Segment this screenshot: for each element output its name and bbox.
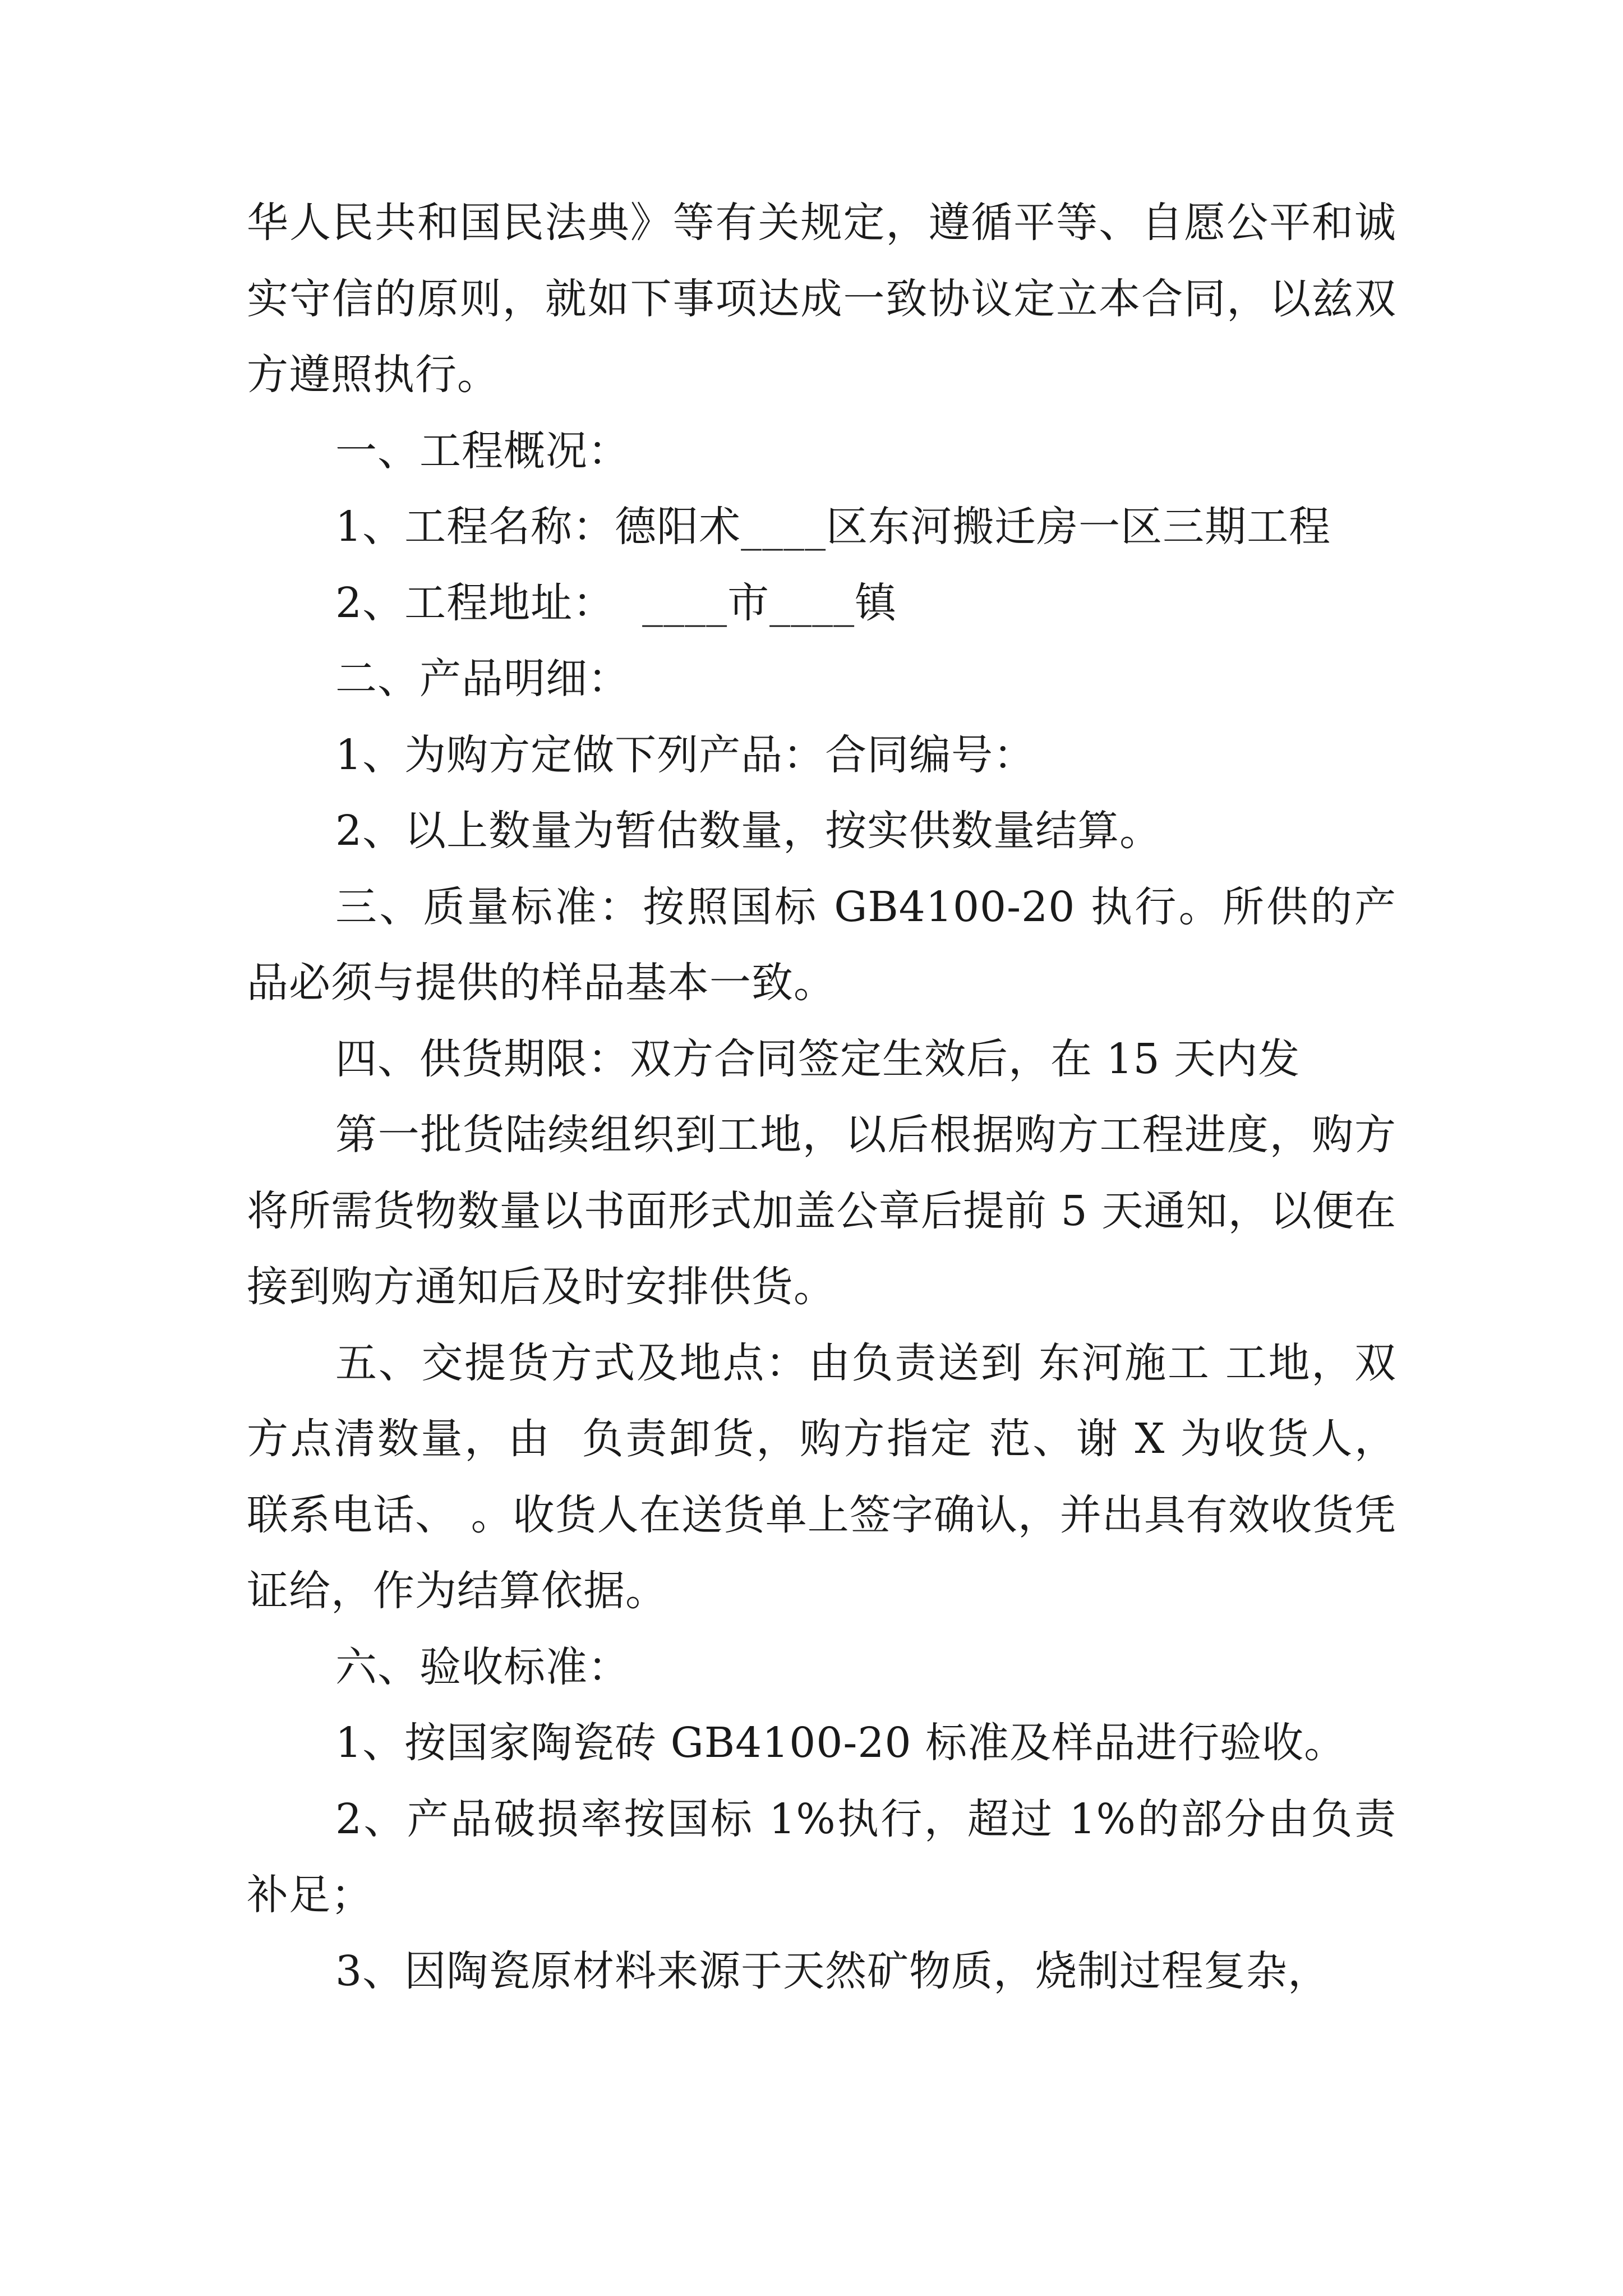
section-heading-project-overview: 一、工程概况： <box>335 426 630 475</box>
acceptance-item-2: 2、产品破损率按国标 1%执行，超过 1%的部分由负责补足； <box>247 1795 1396 1919</box>
contract-body <box>247 185 1396 2009</box>
paragraph-intro-continued: 华人民共和国民法典》等有关规定，遵循平等、自愿公平和诚实守信的原则，就如下事项达成一致协议定立本合同，以兹双方遵照执行。 <box>247 199 1396 399</box>
section-heading-product-details: 二、产品明细： <box>335 655 630 703</box>
project-address-line: 2、工程地址： ____市____镇 <box>335 578 897 627</box>
section-quality-standard: 三、质量标准：按照国标 GB4100-20 执行。所供的产品必须与提供的样品基本一致。 <box>247 882 1396 1007</box>
acceptance-item-3: 3、因陶瓷原材料来源于天然矿物质，烧制过程复杂， <box>335 1947 1330 1995</box>
product-order-line: 1、为购方定做下列产品：合同编号： <box>335 730 1036 779</box>
quantity-note-line: 2、以上数量为暂估数量，按实供数量结算。 <box>335 807 1162 855</box>
section-heading-acceptance: 六、验收标准： <box>335 1642 630 1691</box>
section-delivery-method: 五、交提货方式及地点：由负责送到 东河施工 工地，双方点清数量，由 负责卸货，购方指定 范、谢 X 为收货人，联系电话、 。收货人在送货单上签字确认，并出具有效收货凭证给，作为结算依据。 <box>247 1338 1396 1615</box>
delivery-schedule-paragraph: 第一批货陆续组织到工地，以后根据购方工程进度，购方将所需货物数量以书面形式加盖公章后提前 5 天通知，以便在接到购方通知后及时安排供货。 <box>247 1111 1396 1311</box>
acceptance-item-1: 1、按国家陶瓷砖 GB4100-20 标准及样品进行验收。 <box>335 1719 1347 1767</box>
project-name-line: 1、工程名称：德阳术____区东河搬迁房一区三期工程 <box>335 503 1331 551</box>
section-delivery-period: 四、供货期限：双方合同签定生效后，在 15 天内发 <box>335 1034 1301 1083</box>
